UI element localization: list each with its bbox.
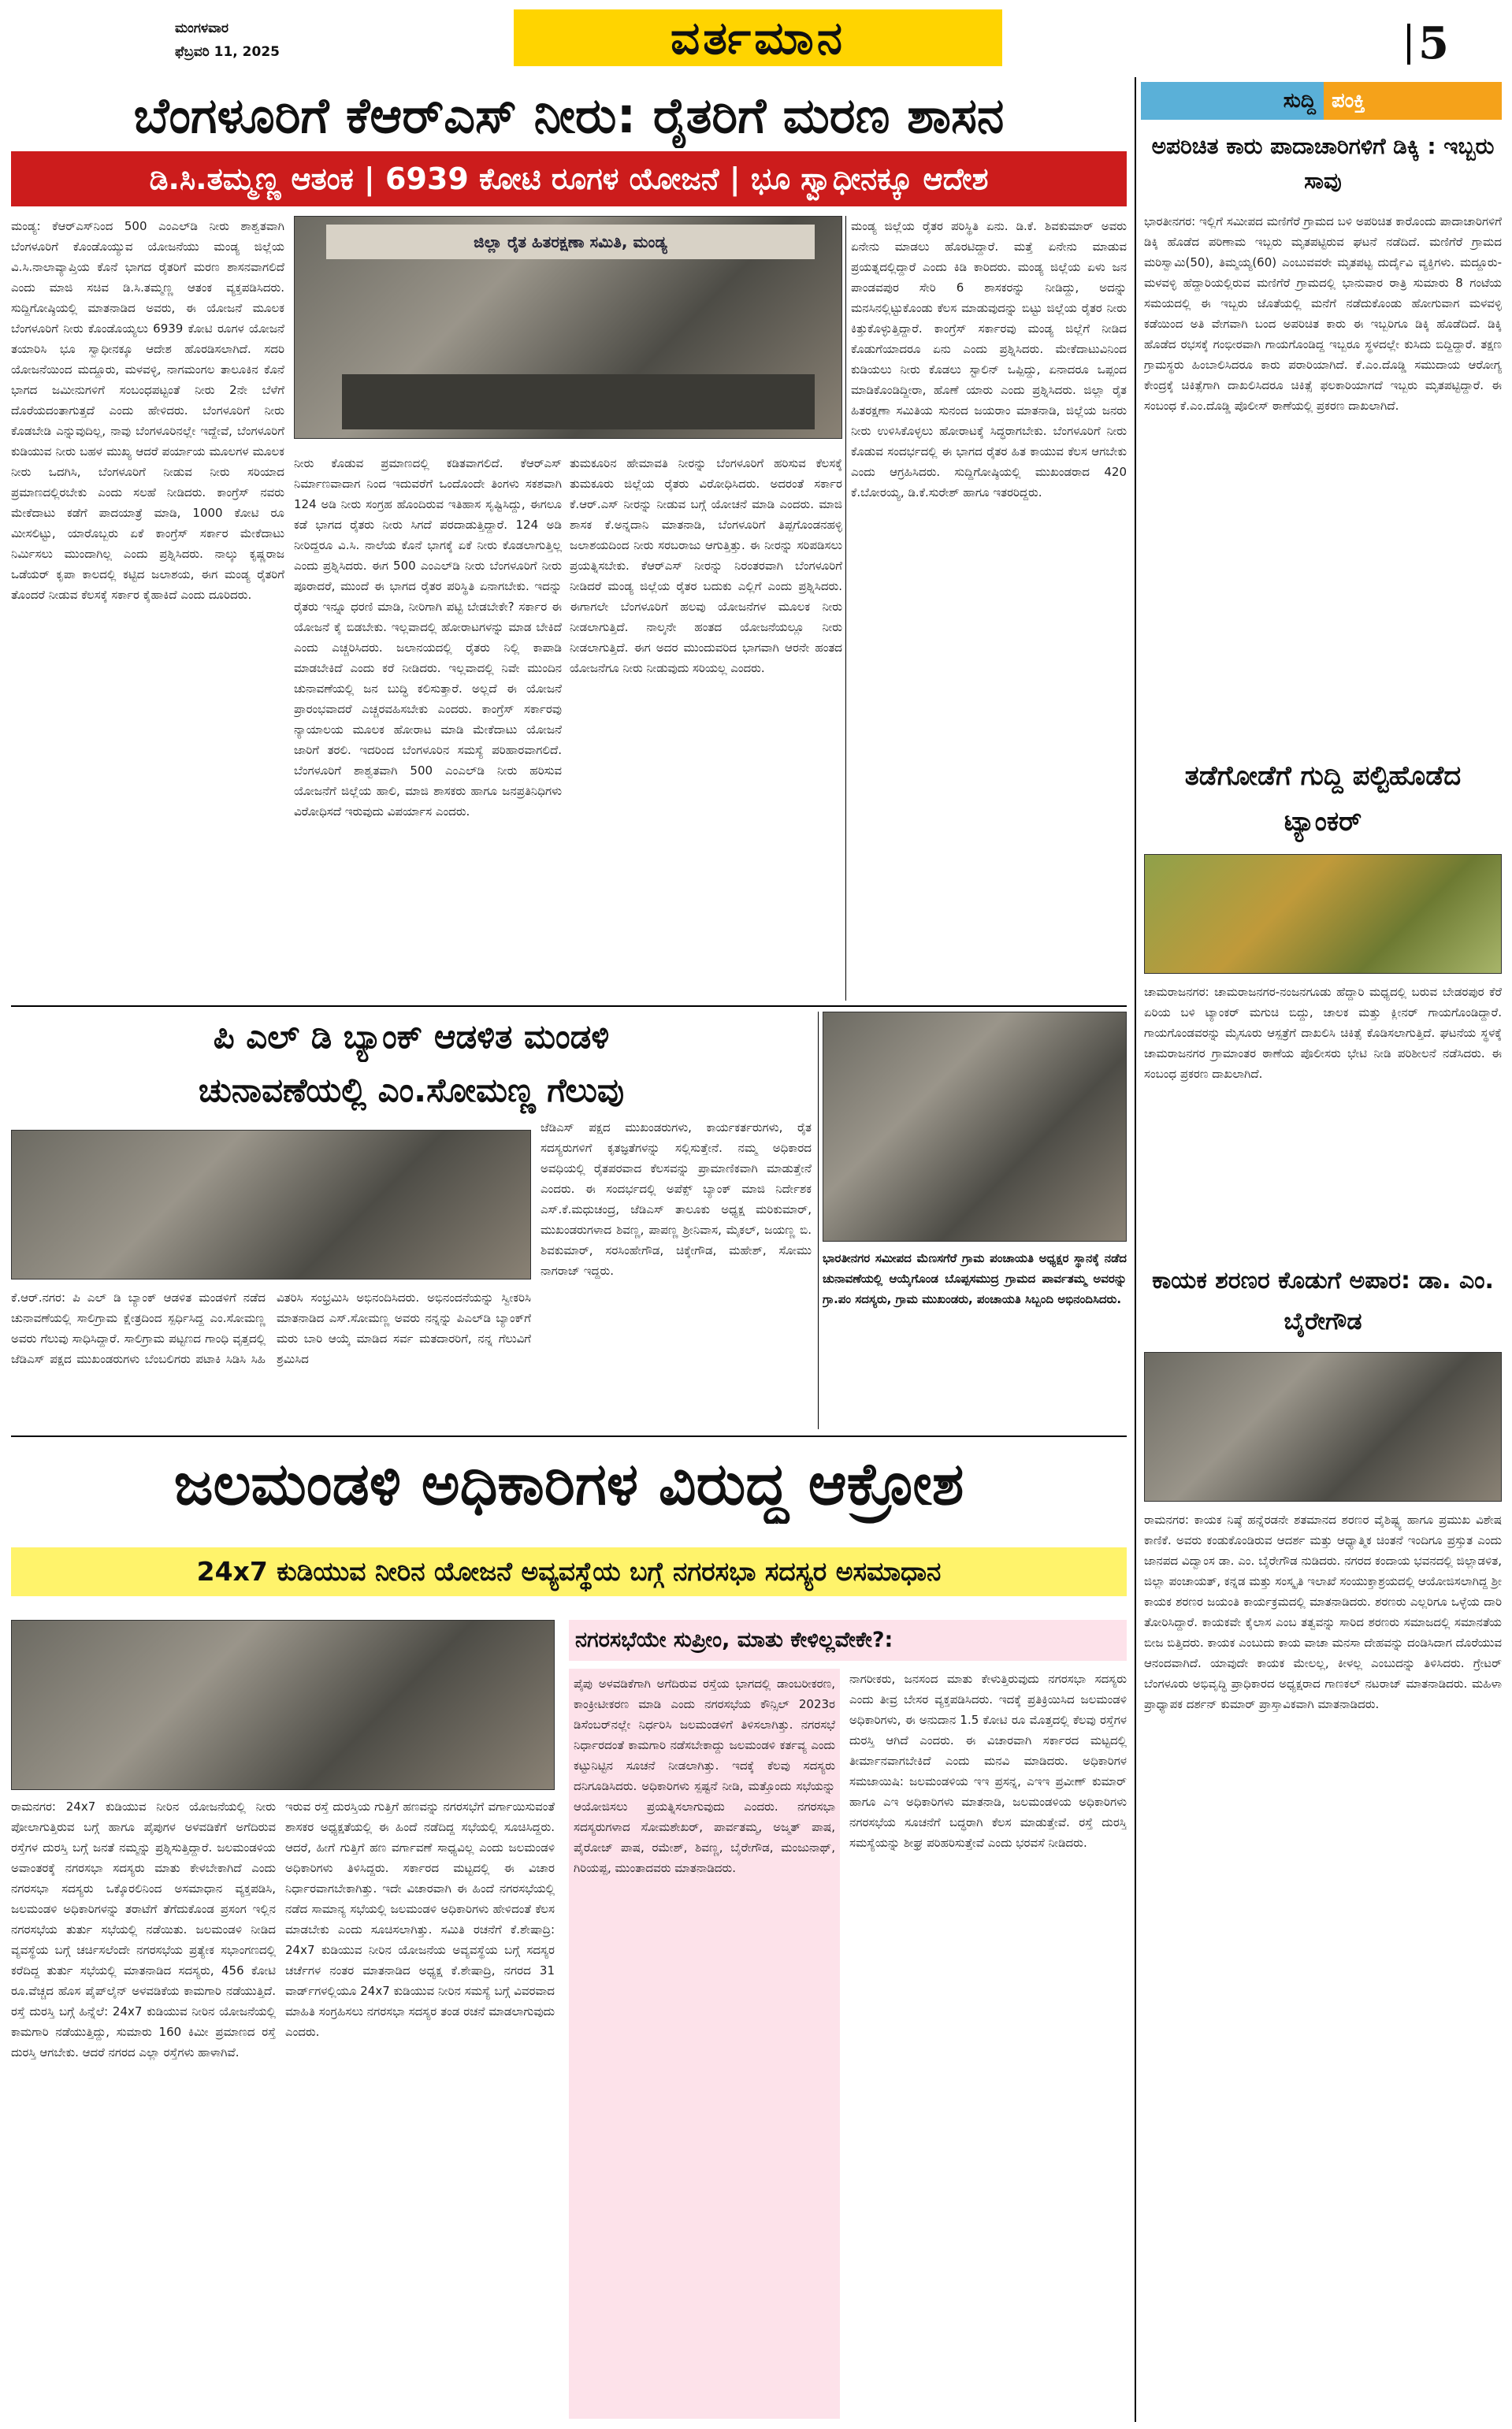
lead-col-3: ತುಮಕೂರಿನ ಹೇಮಾವತಿ ನೀರನ್ನು ಬೆಂಗಳೂರಿಗೆ ಹರಿಸುವ ಕೆಲಸಕ್ಕೆ ತುಮಕೂರು ಜಿಲ್ಲೆಯ ರೈತರು ವಿರೋಧಿಸಿದರು. ಅದರಂತೆ ಸರ್ಕಾರ ಕೆ.ಆರ್.ಎಸ್ ನೀರನ್ನು ನೀಡುವ ಬಗ್ಗೆ ಯೋಚನೆ ಮಾಡಿ ಎಂದರು. ಮಾಜಿ ಶಾಸಕ ಕೆ.ಅನ್ನದಾನಿ ಮಾತನಾಡಿ, ಬೆಂಗಳೂರಿಗೆ ತಿಪ್ಪಗೊಂಡನಹಳ್ಳಿ ಜಲಾಶಯದಿಂದ ನೀರು ಸರಬರಾಜು ಆಗುತ್ತಿತ್ತು. ಈ ನೀರನ್ನು ಸರಿಪಡಿಸಲು ಪ್ರಯತ್ನಿಸಬೇಕು. ಕೆಆರ್‌ಎಸ್ ನೀರನ್ನು ನಿರಂತರವಾಗಿ ಬೆಂಗಳೂರಿಗೆ ನೀಡಿದರೆ ಮಂಡ್ಯ ಜಿಲ್ಲೆಯ ರೈತರ ಬದುಕು ಎಲ್ಲಿಗೆ ಎಂದು ಪ್ರಶ್ನಿಸಿದರು. ಈಗಾಗಲೇ ಬೆಂಗಳೂರಿಗೆ ಹಲವು ಯೋಜನೆಗಳ ಮೂಲಕ ನೀರು ನೀಡಲಾಗುತ್ತಿದೆ. ನಾಲ್ಕನೇ ಹಂತದ ಯೋಜನೆಯಲ್ಲೂ ನೀರು ನೀಡಲಾಗುತ್ತಿದೆ. ಈಗ ಅದರ ಮುಂದುವರಿದ ಭಾಗವಾಗಿ ಆರನೇ ಹಂತದ ಯೋಜನೆಗೂ ನೀರು ನೀಡುವುದು ಸರಿಯಲ್ಲ ಎಂದರು. (570, 456, 842, 675)
sidebar-tab-a: ಸುದ್ದಿ (1141, 82, 1324, 120)
s3-body: ರಾಮನಗರ: ಕಾಯಕ ನಿಷ್ಠೆ ಹನ್ನೆರಡನೇ ಶತಮಾನದ ಶರಣರ ವೈಶಿಷ್ಟ್ಯ ಹಾಗೂ ಪ್ರಮುಖ ವಿಶೇಷ ಕಾಣಿಕೆ. ಅವರು ಕಂಡುಕೊಂಡಿರುವ ಆದರ್ಶ ಮತ್ತು ಆಧ್ಯಾತ್ಮಿಕ ಚಿಂತನೆ ಇಂದಿಗೂ ಪ್ರಸ್ತುತ ಎಂದು ಜಾನಪದ ವಿದ್ವಾಂಸ ಡಾ. ಎಂ. ಬೈರೇಗೌಡ ನುಡಿದರು. ನಗರದ ಕಂದಾಯ ಭವನದಲ್ಲಿ ಜಿಲ್ಲಾಡಳಿತ, ಜಿಲ್ಲಾ ಪಂಚಾಯತ್, ಕನ್ನಡ ಮತ್ತು ಸಂಸ್ಕೃತಿ ಇಲಾಖೆ ಸಂಯುಕ್ತಾಶ್ರಯದಲ್ಲಿ ಆಯೋಜಿಸಲಾಗಿದ್ದ ಶ್ರೀ ಕಾಯಕ ಶರಣರ ಜಯಂತಿ ಕಾರ್ಯಕ್ರಮದಲ್ಲಿ ಮಾತನಾಡಿದರು. ಶರಣರು ಎಲ್ಲರಿಗೂ ಒಳ್ಳೆಯ ದಾರಿ ತೋರಿಸಿದ್ದಾರೆ. ಕಾಯಕವೇ ಕೈಲಾಸ ಎಂಬ ತತ್ವವನ್ನು ಸಾರಿದ ಶರಣರು ಸಮಾಜದಲ್ಲಿ ಸಮಾನತೆಯ ಬೀಜ ಬಿತ್ತಿದರು. ಕಾಯಕ ಎಂಬುದು ಕಾಯ ವಾಚಾ ಮನಸಾ ದೇಹವನ್ನು ದಂಡಿಸಿದಾಗ ದೊರೆಯುವ ಆನಂದವಾಗಿದೆ. ಯಾವುದೇ ಕಾಯಕ ಮೇಲಲ್ಲ, ಕೀಳಲ್ಲ ಎಂಬುದನ್ನು ತಿಳಿಸಿದರು. ಗ್ರೇಟರ್ ಬೆಂಗಳೂರು ಅಭಿವೃದ್ಧಿ ಪ್ರಾಧಿಕಾರದ ಅಧ್ಯಕ್ಷರಾದ ಗಾಣಕಲ್ ನಟರಾಜ್ ಮಾತನಾಡಿದರು. ಮಹಿಳಾ ಪ್ರಾಧ್ಯಾಪಕ ದರ್ಶನ್ ಕುಮಾರ್ ಪ್ರಾಸ್ತಾವಿಕವಾಗಿ ಮಾತನಾಡಿದರು. (1144, 1513, 1502, 1711)
jala-headline: ಜಲಮಂಡಳಿ ಅಧಿಕಾರಿಗಳ ವಿರುದ್ಧ ಆಕ್ರೋಶ (173, 1450, 964, 1518)
pld-body-bottom: ಕೆ.ಆರ್.ನಗರ: ಪಿ ಎಲ್ ಡಿ ಬ್ಯಾಂಕ್ ಆಡಳಿತ ಮಂಡಳಿಗೆ ನಡೆದ ಚುನಾವಣೆಯಲ್ಲಿ ಸಾಲಿಗ್ರಾಮ ಕ್ಷೇತ್ರದಿಂದ ಸ್ಪರ್ಧಿಸಿದ್ದ ಎಂ.ಸೋಮಣ್ಣ ಅವರು ಗೆಲುವು ಸಾಧಿಸಿದ್ದಾರೆ. ಸಾಲಿಗ್ರಾಮ ಪಟ್ಟಣದ ಗಾಂಧಿ ವೃತ್ತದಲ್ಲಿ ಜೆಡಿಎಸ್ ಪಕ್ಷದ ಮುಖಂಡರುಗಳು ಬೆಂಬಲಿಗರು ಪಟಾಕಿ ಸಿಡಿಸಿ ಸಿಹಿ ವಿತರಿಸಿ ಸಂಭ್ರಮಿಸಿ ಅಭಿನಂದಿಸಿದರು. ಅಭಿನಂದನೆಯನ್ನು ಸ್ವೀಕರಿಸಿ ಮಾತನಾಡಿದ ಎಸ್.ಸೋಮಣ್ಣ ಅವರು ನನ್ನನ್ನು ಪಿಎಲ್‌ಡಿ ಬ್ಯಾಂಕ್‌ಗೆ ಮರು ಬಾರಿ ಆಯ್ಕೆ ಮಾಡಿದ ಸರ್ವ ಮತದಾರರಿಗೆ, ನನ್ನ ಗೆಲುವಿಗೆ ಶ್ರಮಿಸಿದ (11, 1291, 531, 1366)
pld-rule (818, 1012, 819, 1429)
photo-table (342, 374, 815, 429)
masthead-title: ವರ್ತಮಾನ (671, 11, 845, 65)
s2-head: ತಡೆಗೋಡೆಗೆ ಗುದ್ದಿ ಪಲ್ಟಿಹೊಡೆದ ಟ್ಯಾಂಕರ್ (1184, 760, 1462, 838)
pld-photo (11, 1130, 531, 1279)
col-rule (845, 216, 846, 1001)
jala-photo (11, 1620, 555, 1790)
page-number: 5 (1418, 17, 1449, 69)
s1-body: ಭಾರತೀನಗರ: ಇಲ್ಲಿಗೆ ಸಮೀಪದ ಮಣಿಗೆರೆ ಗ್ರಾಮದ ಬಳಿ ಅಪರಿಚಿತ ಕಾರೊಂದು ಪಾದಾಚಾರಿಗಳಿಗೆ ಡಿಕ್ಕಿ ಹೊಡೆದ ಪರಿಣಾಮ ಇಬ್ಬರು ಮೃತಪಟ್ಟಿರುವ ಘಟನೆ ನಡೆದಿದೆ. ಮಣಿಗೆರೆ ಗ್ರಾಮದ ಮರಿಸ್ವಾಮಿ(50), ತಿಮ್ಮಯ್ಯ(60) ಎಂಬುವವರೇ ಮೃತಪಟ್ಟ ದುರ್ದೈವಿ ವ್ಯಕ್ತಿಗಳು. ಮದ್ದೂರು-ಮಳವಳ್ಳಿ ಹೆದ್ದಾರಿಯಲ್ಲಿರುವ ಮಣಿಗೆರೆ ಗ್ರಾಮದಲ್ಲಿ ಭಾನುವಾರ ರಾತ್ರಿ ಸುಮಾರು 8 ಗಂಟೆಯ ಸಮಯದಲ್ಲಿ ಈ ಇಬ್ಬರು ಜೊತೆಯಲ್ಲಿ ಮನೆಗೆ ನಡೆದುಕೊಂಡು ಹೋಗುವಾಗ ಮಳವಳ್ಳಿ ಕಡೆಯಿಂದ ಅತಿ ವೇಗವಾಗಿ ಬಂದ ಅಪರಿಚಿತ ಕಾರು ಈ ಇಬ್ಬರಿಗೂ ಡಿಕ್ಕಿ ಹೊಡೆದಿದೆ. ಡಿಕ್ಕಿ ಹೊಡೆದ ರಭಸಕ್ಕೆ ಗಂಭೀರವಾಗಿ ಗಾಯಗೊಂಡಿದ್ದ ಇಬ್ಬರೂ ಸ್ಥಳದಲ್ಲೇ ಕುಸಿದು ಬಿದ್ದಿದ್ದಾರೆ. ತಕ್ಷಣ ಗ್ರಾಮಸ್ಥರು ಹಿಂಬಾಲಿಸಿದರೂ ಕಾರು ಪರಾರಿಯಾಗಿದೆ. ಕೆ.ಎಂ.ದೊಡ್ಡಿ ಸಮುದಾಯ ಆರೋಗ್ಯ ಕೇಂದ್ರಕ್ಕೆ ಚಿಕಿತ್ಸೆಗಾಗಿ ದಾಖಲಿಸಿದರೂ ಚಿಕಿತ್ಸೆ ಫಲಕಾರಿಯಾಗದೆ ಇಬ್ಬರು ಮೃತಪಟ್ಟಿದ್ದಾರೆ. ಈ ಸಂಬಂಧ ಕೆ.ಎಂ.ದೊಡ್ಡಿ ಪೊಲೀಸ್ ಠಾಣೆಯಲ್ಲಿ ಪ್ರಕರಣ ದಾಖಲಾಗಿದೆ. (1144, 214, 1502, 413)
masthead-day: ಮಂಗಳವಾರ (175, 20, 229, 36)
pld-body-right: ಜೆಡಿಎಸ್ ಪಕ್ಷದ ಮುಖಂಡರುಗಳು, ಕಾರ್ಯಕರ್ತರುಗಳು, ರೈತ ಸದಸ್ಯರುಗಳಿಗೆ ಕೃತಜ್ಞತೆಗಳನ್ನು ಸಲ್ಲಿಸುತ್ತೇನೆ. ನಮ್ಮ ಅಧಿಕಾರದ ಅವಧಿಯಲ್ಲಿ ರೈತಪರವಾದ ಕೆಲಸವನ್ನು ಪ್ರಾಮಾಣಿಕವಾಗಿ ಮಾಡುತ್ತೇನೆ ಎಂದರು. ಈ ಸಂದರ್ಭದಲ್ಲಿ ಅಪೆಕ್ಸ್ ಬ್ಯಾಂಕ್ ಮಾಜಿ ನಿರ್ದೇಶಕ ಎಸ್.ಕೆ.ಮಧುಚಂದ್ರ, ಜೆಡಿಎಸ್ ತಾಲೂಕು ಅಧ್ಯಕ್ಷ ಮರಿಕುಮಾರ್, ಮುಖಂಡರುಗಳಾದ ಶಿವಣ್ಣ, ಪಾಪಣ್ಣ ಶ್ರೀನಿವಾಸ, ಮೈಕಲ್, ಜಯಣ್ಣ ಬಿ. ಶಿವಕುಮಾರ್, ಸರಸಿಂಹೇಗೌಡ, ಚಿಕ್ಕೇಗೌಡ, ಮಹೇಶ್, ಸೋಮು ನಾಗರಾಜ್ ಇದ್ದರು. (541, 1120, 812, 1278)
masthead-date: ಫೆಬ್ರವರಿ 11, 2025 (175, 44, 280, 60)
jala-subhead: ನಗರಸಭೆಯೇ ಸುಪ್ರೀಂ, ಮಾತು ಕೇಳಿಲ್ಲವೇಕೇ?: (575, 1628, 893, 1652)
lead-photo (294, 216, 842, 439)
pld-headline-2: ಚುನಾವಣೆಯಲ್ಲಿ ಎಂ.ಸೋಮಣ್ಣ ಗೆಲುವು (198, 1071, 625, 1109)
lead-strap: ಡಿ.ಸಿ.ತಮ್ಮಣ್ಣ ಆತಂಕ | 6939 ಕೋಟಿ ರೂಗಳ ಯೋಜನೆ | ಭೂ ಸ್ವಾಧೀನಕ್ಕೂ ಆದೇಶ (11, 151, 1127, 206)
s1-head: ಅಪರಿಚಿತ ಕಾರು ಪಾದಾಚಾರಿಗಳಿಗೆ ಡಿಕ್ಕಿ : ಇಬ್ಬರು ಸಾವು (1151, 133, 1495, 194)
jala-col-1: ರಾಮನಗರ: 24x7 ಕುಡಿಯುವ ನೀರಿನ ಯೋಜನೆಯಲ್ಲಿ ನೀರು ಪೋಲಾಗುತ್ತಿರುವ ಬಗ್ಗೆ ಹಾಗೂ ಪೈಪುಗಳ ಅಳವಡಿಕೆಗೆ ಅಗೆದಿರುವ ರಸ್ತೆಗಳ ದುರಸ್ತಿ ಬಗ್ಗೆ ಜನತೆ ನಮ್ಮನ್ನು ಪ್ರಶ್ನಿಸುತ್ತಿದ್ದಾರೆ. ಜಲಮಂಡಳಿಯ ಅವಾಂತರಕ್ಕೆ ನಗರಸಭಾ ಸದಸ್ಯರು ಮಾತು ಕೇಳಬೇಕಾಗಿದೆ ಎಂದು ನಗರಸಭಾ ಸದಸ್ಯರು ಒಕ್ಕೊರಲಿನಿಂದ ಅಸಮಾಧಾನ ವ್ಯಕ್ತಪಡಿಸಿ, ಜಲಮಂಡಳಿ ಅಧಿಕಾರಿಗಳನ್ನು ತರಾಟೆಗೆ ತೆಗೆದುಕೊಂಡ ಪ್ರಸಂಗ ಇಲ್ಲಿನ ನಗರಸಭೆಯ ತುರ್ತು ಸಭೆಯಲ್ಲಿ ನಡೆಯಿತು. ಜಲಮಂಡಳಿ ನೀಡಿದ ವ್ಯವಸ್ಥೆಯ ಬಗ್ಗೆ ಚರ್ಚಿಸಲೆಂದೇ ನಗರಸಭೆಯ ಪ್ರತ್ಯೇಕ ಸಭಾಂಗಣದಲ್ಲಿ ಕರೆದಿದ್ದ ತುರ್ತು ಸಭೆಯಲ್ಲಿ ಮಾತನಾಡಿದ ಸದಸ್ಯರು, 456 ಕೋಟಿ ರೂ.ವೆಚ್ಚದ ಹೊಸ ಪೈಪ್‌ಲೈನ್ ಅಳವಡಿಕೆಯ ಕಾಮಗಾರಿ ನಡೆಯುತ್ತಿದೆ. ರಸ್ತೆ ದುರಸ್ತಿ ಬಗ್ಗೆ ಹಿನ್ನೆಲೆ: 24x7 ಕುಡಿಯುವ ನೀರಿನ ಯೋಜನೆಯಲ್ಲಿ ಕಾಮಗಾರಿ ನಡೆಯುತ್ತಿದ್ದು, ಸುಮಾರು 160 ಕಿಮೀ ಪ್ರಮಾಣದ ರಸ್ತೆ ದುರಸ್ತಿ ಆಗಬೇಕು. ಆದರೆ ನಗರದ ಎಲ್ಲಾ ರಸ್ತೆಗಳು ಹಾಳಾಗಿವೆ. (11, 1799, 276, 2059)
jala-col-2: ಇರುವ ರಸ್ತೆ ದುರಸ್ತಿಯ ಗುತ್ತಿಗೆ ಹಣವನ್ನು ನಗರಸಭೆಗೆ ವರ್ಗಾಯಿಸುವಂತೆ ಶಾಸಕರ ಅಧ್ಯಕ್ಷತೆಯಲ್ಲಿ ಈ ಹಿಂದೆ ನಡೆದಿದ್ದ ಸಭೆಯಲ್ಲಿ ಸೂಚಿಸಿದ್ದರು. ಆದರೆ, ಹೀಗೆ ಗುತ್ತಿಗೆ ಹಣ ವರ್ಗಾವಣೆ ಸಾಧ್ಯವಿಲ್ಲ ಎಂದು ಜಲಮಂಡಳಿ ಅಧಿಕಾರಿಗಳು ತಿಳಿಸಿದ್ದರು. ಸರ್ಕಾರದ ಮಟ್ಟದಲ್ಲಿ ಈ ವಿಚಾರ ನಿರ್ಧಾರವಾಗಬೇಕಾಗಿತ್ತು. ಇದೇ ವಿಚಾರವಾಗಿ ಈ ಹಿಂದೆ ನಗರಸಭೆಯಲ್ಲಿ ನಡೆದ ಸಾಮಾನ್ಯ ಸಭೆಯಲ್ಲಿ ಜಲಮಂಡಳಿ ಅಧಿಕಾರಿಗಳು ಹೇಳಿದಂತೆ ಕೆಲಸ ಮಾಡಬೇಕು ಎಂದು ಸೂಚಿಸಲಾಗಿತ್ತು. ಸಮಿತಿ ರಚನೆಗೆ ಕೆ.ಶೇಷಾದ್ರಿ: 24x7 ಕುಡಿಯುವ ನೀರಿನ ಯೋಜನೆಯ ಅವ್ಯವಸ್ಥೆಯ ಬಗ್ಗೆ ಸದಸ್ಯರ ಚರ್ಚೆಗಳ ನಂತರ ಮಾತನಾಡಿದ ಅಧ್ಯಕ್ಷ ಕೆ.ಶೇಷಾದ್ರಿ, ನಗರದ 31 ವಾರ್ಡ್‌ಗಳಲ್ಲಿಯೂ 24x7 ಕುಡಿಯುವ ನೀರಿನ ಸಮಸ್ಯೆ ಬಗ್ಗೆ ವಿವರವಾದ ಮಾಹಿತಿ ಸಂಗ್ರಹಿಸಲು ನಗರಸಭಾ ಸದಸ್ಯರ ತಂಡ ರಚನೆ ಮಾಡಲಾಗುವುದು ಎಂದರು. (285, 1799, 555, 2039)
panchayat-photo (823, 1012, 1127, 1242)
s3-head: ಕಾಯಕ ಶರಣರ ಕೊಡುಗೆ ಅಪಾರ: ಡಾ. ಎಂ. ಬೈರೇಗೌಡ (1152, 1267, 1494, 1335)
jala-col-3: ಪೈಪು ಅಳವಡಿಕೆಗಾಗಿ ಅಗೆದಿರುವ ರಸ್ತೆಯ ಭಾಗದಲ್ಲಿ ಡಾಂಬರೀಕರಣ, ಕಾಂಕ್ರೀಟೀಕರಣ ಮಾಡಿ ಎಂದು ನಗರಸಭೆಯ ಕೌನ್ಸಿಲ್ 2023ರ ಡಿಸೆಂಬರ್‌ನಲ್ಲೇ ನಿರ್ಧರಿಸಿ ಜಲಮಂಡಳಿಗೆ ತಿಳಿಸಲಾಗಿತ್ತು. ನಗರಸಭೆ ನಿರ್ಧಾರದಂತೆ ಕಾಮಗಾರಿ ನಡೆಸಬೇಕಾದ್ದು ಜಲಮಂಡಳಿ ಕರ್ತವ್ಯ ಎಂದು ಕಟ್ಟುನಿಟ್ಟಿನ ಸೂಚನೆ ನೀಡಲಾಗಿತ್ತು. ಇದಕ್ಕೆ ಕೆಲವು ಸದಸ್ಯರು ದನಿಗೂಡಿಸಿದರು. ಅಧಿಕಾರಿಗಳು ಸ್ಪಷ್ಟನೆ ನೀಡಿ, ಮತ್ತೊಂದು ಸಭೆಯನ್ನು ಆಯೋಜಿಸಲು ಪ್ರಯತ್ನಿಸಲಾಗುವುದು ಎಂದರು. ನಗರಸಭಾ ಸದಸ್ಯರುಗಳಾದ ಸೋಮಶೇಖರ್, ಪಾರ್ವತಮ್ಮ, ಅಜ್ಮತ್ ಪಾಷ, ಪೈರೋಜ್ ಪಾಷ, ರಮೇಶ್, ಶಿವಣ್ಣ, ಬೈರೇಗೌಡ, ಮಂಜುನಾಥ್, ಗಿರಿಯಪ್ಪ, ಮುಂತಾದವರು ಮಾತನಾಡಿದರು. (569, 1669, 840, 2419)
jala-col-4: ನಾಗರೀಕರು, ಜನಸಂದ ಮಾತು ಕೇಳುತ್ತಿರುವುದು ನಗರಸಭಾ ಸದಸ್ಯರು ಎಂದು ತೀವ್ರ ಬೇಸರ ವ್ಯಕ್ತಪಡಿಸಿದರು. ಇದಕ್ಕೆ ಪ್ರತಿಕ್ರಿಯಿಸಿದ ಜಲಮಂಡಳಿ ಅಧಿಕಾರಿಗಳು, ಈ ಅನುದಾನ 1.5 ಕೋಟಿ ರೂ ಮೊತ್ತದಲ್ಲಿ ಕೆಲವು ರಸ್ತೆಗಳ ದುರಸ್ತಿ ಆಗಿದೆ ಎಂದರು. ಈ ವಿಚಾರವಾಗಿ ಸರ್ಕಾರದ ಮಟ್ಟದಲ್ಲಿ ತೀರ್ಮಾನವಾಗಬೇಕಿದೆ ಎಂದು ಮನವಿ ಮಾಡಿದರು. ಅಧಿಕಾರಿಗಳ ಸಮಜಾಯಿಷಿ: ಜಲಮಂಡಳಿಯ ಇಇ ಪ್ರಸನ್ನ, ಎಇಇ ಪ್ರವೀಣ್ ಕುಮಾರ್ ಹಾಗೂ ಎಇ ಅಧಿಕಾರಿಗಳು ಮಾತನಾಡಿ, ಜಲಮಂಡಳಿಯ ಅಧಿಕಾರಿಗಳು ನಗರಸಭೆಯ ಸೂಚನೆಗೆ ಬದ್ಧರಾಗಿ ಕೆಲಸ ಮಾಡುತ್ತೇವೆ. ರಸ್ತೆ ದುರಸ್ತಿ ಸಮಸ್ಯೆಯನ್ನು ಶೀಘ್ರ ಪರಿಹರಿಸುತ್ತೇವೆ ಎಂದು ಭರವಸೆ ನೀಡಿದರು. (849, 1672, 1127, 1850)
section-rule (11, 1005, 1127, 1007)
page-marker (1407, 24, 1410, 65)
lead-col-4: ಮಂಡ್ಯ ಜಿಲ್ಲೆಯ ರೈತರ ಪರಿಸ್ಥಿತಿ ಏನು. ಡಿ.ಕೆ. ಶಿವಕುಮಾರ್ ಅವರು ಏನೇನು ಮಾಡಲು ಹೊರಟಿದ್ದಾರೆ. ಮತ್ತೆ ಏನೇನು ಮಾಡುವ ಪ್ರಯತ್ನದಲ್ಲಿದ್ದಾರೆ ಎಂದು ಕಿಡಿ ಕಾರಿದರು. ಮಂಡ್ಯ ಜಿಲ್ಲೆಯ ಏಳು ಜನ ಪಾಂಡವಪುರ ಸೇರಿ 6 ಶಾಸಕರನ್ನು ನೀಡಿದ್ದು, ಅದನ್ನು ಮನಸಿನಲ್ಲಿಟ್ಟುಕೊಂಡು ಕೆಲಸ ಮಾಡುವುದನ್ನು ಬಿಟ್ಟು ಜಿಲ್ಲೆಯ ರೈತರ ನೀರು ಕಿತ್ತುಕೊಳ್ಳುತ್ತಿದ್ದಾರೆ. ಕಾಂಗ್ರೆಸ್ ಸರ್ಕಾರವು ಮಂಡ್ಯ ಜಿಲ್ಲೆಗೆ ನೀಡಿದ ಕೊಡುಗೆಯಾದರೂ ಏನು ಎಂದು ಪ್ರಶ್ನಿಸಿದರು. ಮೇಕೆದಾಟುವಿನಿಂದ ಕುಡಿಯಲು ನೀರು ಕೊಡಲು ಸ್ಟಾಲಿನ್ ಒಪ್ಪಿದ್ದು, ಏನಾದರೂ ಒಪ್ಪಂದ ಮಾಡಿಕೊಂಡಿದ್ದೀರಾ, ಹೊಣೆ ಯಾರು ಎಂದು ಪ್ರಶ್ನಿಸಿದರು. ಜಿಲ್ಲಾ ರೈತ ಹಿತರಕ್ಷಣಾ ಸಮಿತಿಯ ಸುನಂದ ಜಯರಾಂ ಮಾತನಾಡಿ, ಜಿಲ್ಲೆಯ ಜನರು ನೀರು ಉಳಿಸಿಕೊಳ್ಳಲು ಹೋರಾಟಕ್ಕೆ ಸಿದ್ಧರಾಗಬೇಕು. ಬೆಂಗಳೂರಿಗೆ ನೀರು ಕೊಡುವ ಸಂದರ್ಭದಲ್ಲಿ ಈ ಭಾಗದ ರೈತರ ಹಿತ ಕಾಯುವ ಕೆಲಸ ಆಗಬೇಕು ಎಂದು ಆಗ್ರಹಿಸಿದರು. ಸುದ್ದಿಗೋಷ್ಠಿಯಲ್ಲಿ ಮುಖಂಡರಾದ 420 ಕೆ.ಬೋರಯ್ಯ, ಡಿ.ಕೆ.ಸುರೇಶ್ ಹಾಗೂ ಇತರರಿದ್ದರು. (851, 219, 1127, 500)
photo-banner: ಜಿಲ್ಲಾ ರೈತ ಹಿತರಕ್ಷಣಾ ಸಮಿತಿ, ಮಂಡ್ಯ (326, 225, 815, 259)
s3-photo (1144, 1352, 1502, 1502)
jala-strap: 24x7 ಕುಡಿಯುವ ನೀರಿನ ಯೋಜನೆ ಅವ್ಯವಸ್ಥೆಯ ಬಗ್ಗೆ ನಗರಸಭಾ ಸದಸ್ಯರ ಅಸಮಾಧಾನ (11, 1547, 1127, 1596)
masthead (0, 0, 1512, 77)
s2-photo (1144, 854, 1502, 974)
sidebar (1135, 77, 1505, 2422)
lead-col-2: ನೀರು ಕೊಡುವ ಪ್ರಮಾಣದಲ್ಲಿ ಕಡಿತವಾಗಲಿದೆ. ಕೆಆರ್‌ಎಸ್ ನಿರ್ಮಾಣವಾದಾಗ ನಿಂದ ಇದುವರೆಗೆ ಒಂದೊಂದೇ ತಿಂಗಳು ಸಕಶವಾಗಿ 124 ಅಡಿ ನೀರು ಸಂಗ್ರಹ ಹೊಂದಿರುವ ಇತಿಹಾಸ ಸೃಷ್ಟಿಸಿದ್ದು, ಈಗಲೂ ಕಡೆ ಭಾಗದ ರೈತರು ನೀರು ಸಿಗದೆ ಪರದಾಡುತ್ತಿದ್ದಾರೆ. 124 ಅಡಿ ನೀರಿದ್ದರೂ ವಿ.ಸಿ. ನಾಲೆಯ ಕೊನೆ ಭಾಗಕ್ಕೆ ಏಕೆ ನೀರು ಕೊಡಲಾಗುತ್ತಿಲ್ಲ ಎಂದು ಪ್ರಶ್ನಿಸಿದರು. ಈಗ 500 ಎಂಎಲ್‌ಡಿ ನೀರು ಬೆಂಗಳೂರಿಗೆ ನೀರು ಪೂರಾದರೆ, ಮುಂದೆ ಈ ಭಾಗದ ರೈತರ ಪರಿಸ್ಥಿತಿ ಏನಾಗಬೇಕು. ಇದನ್ನು ರೈತರು ಇನ್ನೂ ಧರಣಿ ಮಾಡಿ, ನೀರಿಗಾಗಿ ಪಟ್ಟಿ ಬೇಡಬೇಕೇ? ಸರ್ಕಾರ ಈ ಯೋಜನೆ ಕೈ ಬಿಡಬೇಕು. ಇಲ್ಲವಾದಲ್ಲಿ ಹೋರಾಟಗಳನ್ನು ಮಾಡ ಬೇಕಿದೆ ಎಂದು ಎಚ್ಚರಿಸಿದರು. ಜಲಾನಯದಲ್ಲಿ ರೈತರು ನಿಲ್ಲಿ ಕಾಪಾಡಿ ಮಾಡಬೇಕಿದೆ ಎಂದು ಕರೆ ನೀಡಿದರು. ಇಲ್ಲವಾದಲ್ಲಿ ನಿವೇ ಮುಂದಿನ ಚುನಾವಣೆಯಲ್ಲಿ ಜನ ಬುದ್ಧಿ ಕಲಿಸುತ್ತಾರೆ. ಅಲ್ಲದೆ ಈ ಯೋಜನೆ ಪ್ರಾರಂಭವಾದರೆ ಎಚ್ಚರವಹಿಸಬೇಕು ಎಂದರು. ಕಾಂಗ್ರೆಸ್ ಸರ್ಕಾರವು ನ್ಯಾಯಾಲಯ ಮೂಲಕ ಹೋರಾಟ ಮಾಡಿ ಮೇಕೆದಾಟು ಯೋಜನೆ ಜಾರಿಗೆ ತರಲಿ. ಇದರಿಂದ ಬೆಂಗಳೂರಿನ ಸಮಸ್ಯೆ ಪರಿಹಾರವಾಗಲಿದೆ. ಬೆಂಗಳೂರಿಗೆ ಶಾಶ್ವತವಾಗಿ 500 ಎಂಎಲ್‌ಡಿ ನೀರು ಹರಿಸುವ ಯೋಜನೆಗೆ ಜಿಲ್ಲೆಯ ಹಾಲಿ, ಮಾಜಿ ಶಾಸಕರು ಹಾಗೂ ಜನಪ್ರತಿನಿಧಿಗಳು ವಿರೋಧಿಸದೆ ಇರುವುದು ವಿಪರ್ಯಾಸ ಎಂದರು. (294, 456, 562, 819)
panchayat-caption: ಭಾರತೀನಗರ ಸಮೀಪದ ಮೆಣಸಗೆರೆ ಗ್ರಾಮ ಪಂಚಾಯತಿ ಅಧ್ಯಕ್ಷರ ಸ್ಥಾನಕ್ಕೆ ನಡೆದ ಚುನಾವಣೆಯಲ್ಲಿ ಆಯ್ಕೆಗೊಂಡ ಬೊಪ್ಪಸಮುದ್ರ ಗ್ರಾಮದ ಪಾರ್ವತಮ್ಮ ಅವರನ್ನು ಗ್ರಾ.ಪಂ ಸದಸ್ಯರು, ಗ್ರಾಮ ಮುಖಂಡರು, ಪಂಚಾಯತಿ ಸಿಬ್ಬಂದಿ ಅಭಿನಂದಿಸಿದರು. (823, 1251, 1127, 1306)
pld-headline-1: ಪಿ ಎಲ್ ಡಿ ಬ್ಯಾಂಕ್ ಆಡಳಿತ ಮಂಡಳಿ (213, 1017, 610, 1056)
lead-headline: ಬೆಂಗಳೂರಿಗೆ ಕೆಆರ್‌ಎಸ್ ನೀರು: ರೈತರಿಗೆ ಮರಣ ಶಾಸನ (133, 87, 1005, 144)
s2-body: ಚಾಮರಾಜನಗರ: ಚಾಮರಾಜನಗರ-ನಂಜನಗೂಡು ಹೆದ್ದಾರಿ ಮಧ್ಯದಲ್ಲಿ ಬರುವ ಬೇಡರಪುರ ಕೆರೆ ಏರಿಯ ಬಳಿ ಟ್ಯಾಂಕರ್ ಮಗುಚಿ ಬಿದ್ದು, ಚಾಲಕ ಮತ್ತು ಕ್ಲೀನರ್ ಗಾಯಗೊಂಡಿದ್ದಾರೆ. ಗಾಯಗೊಂಡವರನ್ನು ಮೈಸೂರು ಆಸ್ಪತ್ರೆಗೆ ದಾಖಲಿಸಿ ಚಿಕಿತ್ಸೆ ಕೊಡಿಸಲಾಗುತ್ತಿದೆ. ಘಟನೆಯ ಸ್ಥಳಕ್ಕೆ ಚಾಮರಾಜನಗರ ಗ್ರಾಮಾಂತರ ಠಾಣೆಯ ಪೊಲೀಸರು ಭೇಟಿ ನೀಡಿ ಪರಿಶೀಲನೆ ನಡೆಸಿದರು. ಈ ಸಂಬಂಧ ಪ್ರಕರಣ ದಾಖಲಾಗಿದೆ. (1144, 985, 1502, 1081)
sidebar-tab-b: ಪಂಕ್ತಿ (1324, 82, 1502, 120)
section-rule-2 (11, 1435, 1127, 1437)
lead-col-1: ಮಂಡ್ಯ: ಕೆಆರ್‌ಎಸ್‌ನಿಂದ 500 ಎಂಎಲ್‌ಡಿ ನೀರು ಶಾಶ್ವತವಾಗಿ ಬೆಂಗಳೂರಿಗೆ ಕೊಂಡೊಯ್ಯುವ ಯೋಜನೆಯು ಮಂಡ್ಯ ಜಿಲ್ಲೆಯ ವಿ.ಸಿ.ನಾಲಾವ್ಯಾಪ್ತಿಯ ಕೊನೆ ಭಾಗದ ರೈತರಿಗೆ ಮರಣ ಶಾಸನವಾಗಲಿದೆ ಎಂದು ಮಾಜಿ ಸಚಿವ ಡಿ.ಸಿ.ತಮ್ಮಣ್ಣ ಆತಂಕ ವ್ಯಕ್ತಪಡಿಸಿದರು. ಸುದ್ದಿಗೋಷ್ಠಿಯಲ್ಲಿ ಮಾತನಾಡಿದ ಅವರು, ಈ ಯೋಜನೆ ಮೂಲಕ ಬೆಂಗಳೂರಿಗೆ ನೀರು ಕೊಂಡೊಯ್ಯಲು 6939 ಕೋಟಿ ರೂಗಳ ಯೋಜನೆ ತಯಾರಿಸಿ ಭೂ ಸ್ವಾಧೀನಕ್ಕೂ ಆದೇಶ ಹೊರಡಿಸಲಾಗಿದೆ. ಸದರಿ ಯೋಜನೆಯಿಂದ ಮದ್ದೂರು, ಮಳವಳ್ಳಿ, ನಾಗಮಂಗಲ ತಾಲೂಕಿನ ಕೊನೆ ಭಾಗದ ಜಮೀನುಗಳಿಗೆ ಸಂಬಂಧಪಟ್ಟಂತೆ ನೀರು 2ನೇ ಬೆಳೆಗೆ ದೊರೆಯದಂತಾಗುತ್ತದೆ ಎಂದು ಹೇಳಿದರು. ಬೆಂಗಳೂರಿಗೆ ನೀರು ಕೊಡಬೇಡಿ ಎನ್ನುವುದಿಲ್ಲ, ನಾವು ಬೆಂಗಳೂರಿನಲ್ಲೇ ಇದ್ದೇವೆ, ಬೆಂಗಳೂರಿಗೆ ಕುಡಿಯುವ ನೀರು ಬಹಳ ಮುಖ್ಯ ಆದರೆ ಪರ್ಯಾಯ ಮೂಲಗಳ ಮೂಲಕ ನೀರು ಒದಗಿಸಿ, ಬೆಂಗಳೂರಿಗೆ ನೀಡುವ ನೀರು ಸರಿಯಾದ ಪ್ರಮಾಣದಲ್ಲಿರಬೇಕು ಎಂದು ಸಲಹೆ ನೀಡಿದರು. ಕಾಂಗ್ರೆಸ್ ನವರು ಮೇಕೆದಾಟು ಕಡೆಗೆ ಪಾದಯಾತ್ರೆ ಮಾಡಿ, 1000 ಕೋಟಿ ರೂ ಮೀಸಲಿಟ್ಟು, ಯಾರೊಬ್ಬರು ಏಕೆ ಕಾಂಗ್ರೆಸ್ ಸರ್ಕಾರ ಮೇಕೆದಾಟು ನಿರ್ಮಿಸಲು ಮುಂದಾಗಿಲ್ಲ ಎಂದು ಪ್ರಶ್ನಿಸಿದರು. ನಾಲ್ಕು ಕೃಷ್ಣರಾಜ ಒಡೆಯರ್ ಕೃಪಾ ಕಾಲದಲ್ಲಿ ಕಟ್ಟಿದ ಜಲಾಶಯ, ಈಗ ಮಂಡ್ಯ ರೈತರಿಗೆ ತೊಂದರೆ ನೀಡುವ ಕೆಲಸಕ್ಕೆ ಸರ್ಕಾರ ಕೈಹಾಕಿದೆ ಎಂದು ದೂರಿದರು. (11, 219, 284, 602)
